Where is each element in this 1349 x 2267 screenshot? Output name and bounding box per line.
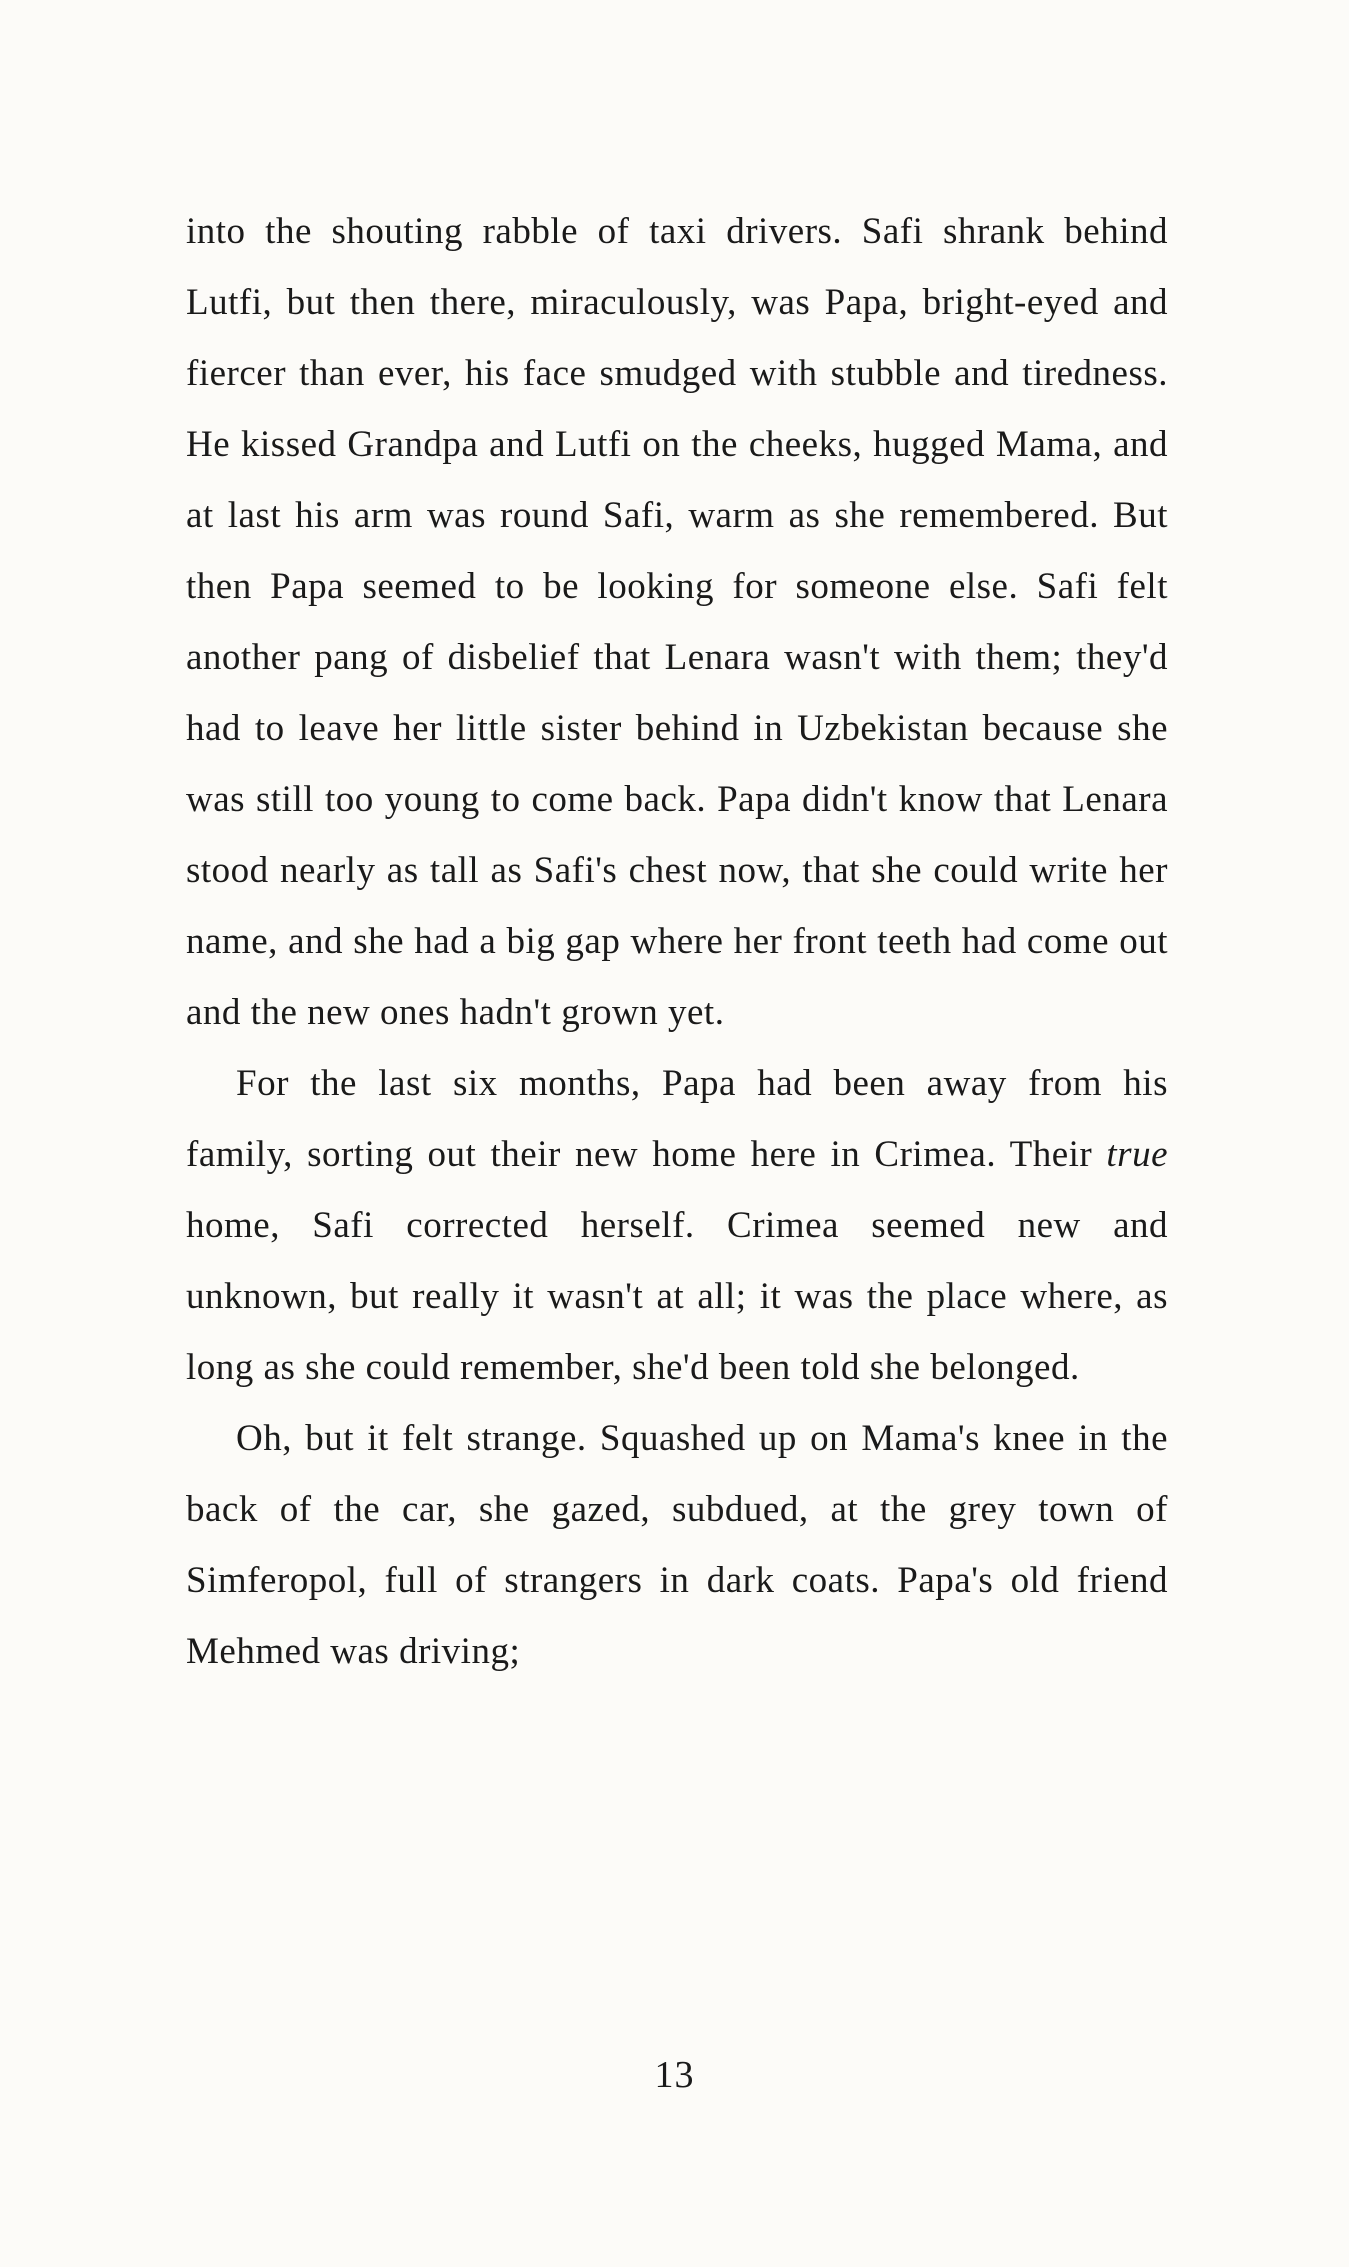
paragraph-2-emphasis: true — [1106, 1134, 1168, 1175]
paragraph-1: into the shouting rabble of taxi drivers. Safi shrank behind Lutfi, but then there, miraculously, was Papa, bright-eyed and fiercer than ever, his face smudged with stubble and tiredness. He kissed Grandpa and Lutfi on the cheeks, hugged Mama, and at last his arm was round Safi, warm as she remembered. But then Papa seemed to be looking for someone else. Safi felt another pang of disbelief that Lenara wasn't with them; they'd had to leave her little sister behind in Uzbekistan because she was still too young to come back. Papa didn't know that Lenara stood nearly as tall as Safi's chest now, that she could write her name, and she had a big gap where her front teeth had come out and the new ones hadn't grown yet. — [186, 211, 1168, 1033]
body-text — [186, 196, 1168, 1687]
paragraph-2-before: For the last six months, Papa had been away from his family, sorting out their new home here in Crimea. Their — [186, 1063, 1168, 1175]
paragraph-2 — [186, 1048, 1168, 1403]
paragraph-3: Oh, but it felt strange. Squashed up on Mama's knee in the back of the car, she gazed, subdued, at the grey town of Simferopol, full of strangers in dark coats. Papa's old friend Mehmed was driving; — [186, 1418, 1168, 1672]
page-number: 13 — [654, 2054, 695, 2096]
paragraph-2-after: home, Safi corrected herself. Crimea seemed new and unknown, but really it wasn't at all; it was the place where, as long as she could remember, she'd been told she belonged. — [186, 1205, 1168, 1388]
